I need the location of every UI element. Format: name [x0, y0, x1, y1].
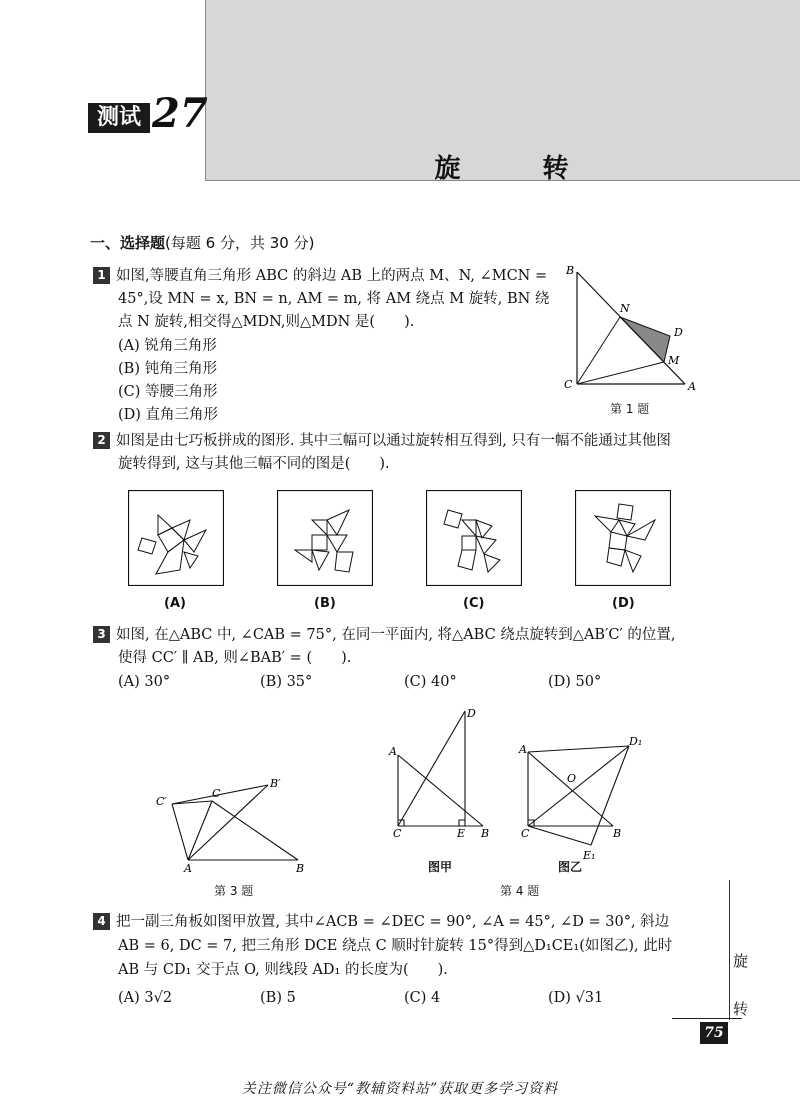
q3-line-1 — [93, 625, 676, 645]
q1-label-b: B — [566, 264, 575, 277]
footer-note: 关注微信公众号“教辅资料站”获取更多学习资料 — [241, 1081, 559, 1097]
q1-label-n: N — [620, 302, 630, 315]
q4-option-c: (C) 4 — [404, 990, 441, 1006]
q1-label-m: M — [668, 354, 680, 367]
q4b-label-b: B — [613, 827, 622, 840]
q1-option-c: (C) 等腰三角形 — [118, 384, 218, 400]
q3-line-2: 使得 CC′ ∥ AB, 则∠BAB′ = ( ). — [118, 650, 352, 666]
section-title: 一、选择题 — [90, 234, 166, 252]
q3-text-1: 如图, 在△ABC 中, ∠CAB = 75°, 在同一平面内, 将△ABC 绕点旋转到△AB′C′ 的位置, — [116, 627, 676, 643]
q4b-label-a: A — [519, 743, 527, 756]
section-heading — [90, 232, 314, 253]
q1-option-d: (D) 直角三角形 — [118, 407, 219, 423]
q4b-label-e1: E₁ — [583, 849, 596, 862]
q4-figure-a — [385, 705, 495, 845]
q2-line-1 — [93, 431, 671, 451]
section-note: (每题 6 分，共 30 分) — [165, 234, 315, 252]
q1-line-3: 点 N 旋转,相交得△MDN,则△MDN 是( ). — [118, 314, 415, 330]
q4b-label-d1: D₁ — [629, 735, 643, 748]
q3-option-a: (A) 30° — [118, 674, 171, 690]
q4-figure-caption: 第 4 题 — [500, 884, 540, 898]
side-tab-rule — [729, 880, 730, 1020]
q3-figure — [150, 775, 320, 875]
q2-number: 2 — [93, 432, 110, 449]
q3-option-b: (B) 35° — [260, 674, 313, 690]
q4-text-1: 把一副三角板如图甲放置, 其中∠ACB = ∠DEC = 90°, ∠A = 45°, ∠D = 30°, 斜边 — [116, 914, 670, 930]
test-number: 27 — [152, 90, 208, 137]
q4-line-1 — [93, 912, 669, 932]
title-char-1: 旋 — [434, 154, 463, 184]
q2-choice-c: (C) — [463, 596, 485, 611]
q1-option-b: (B) 钝角三角形 — [118, 361, 218, 377]
q1-label-d: D — [674, 326, 683, 339]
q3-label-c-prime: C′ — [156, 795, 167, 808]
q1-line-2: 45°,设 MN = x, BN = n, AM = m, 将 AM 绕点 M 旋转, BN 绕 — [118, 291, 550, 307]
q2-choice-b: (B) — [314, 596, 336, 611]
test-badge: 测试 — [88, 103, 150, 133]
side-char-2: 转 — [733, 1000, 749, 1018]
q4-line-3: AB 与 CD₁ 交于点 O, 则线段 AD₁ 的长度为( ). — [118, 962, 448, 978]
q1-label-c: C — [564, 378, 573, 391]
q1-figure-caption: 第 1 题 — [610, 402, 650, 416]
q4a-label-d: D — [467, 707, 476, 720]
q2-choice-a: (A) — [164, 596, 186, 611]
q4b-label-o: O — [567, 772, 577, 785]
q1-label-a: A — [688, 380, 696, 392]
q3-number: 3 — [93, 626, 110, 643]
q3-label-b-prime: B′ — [270, 777, 281, 790]
q1-figure — [560, 262, 705, 392]
q4-figure-a-caption: 图甲 — [428, 860, 453, 874]
q1-number: 1 — [93, 267, 110, 284]
q4-figure-b-caption: 图乙 — [558, 860, 583, 874]
q3-figure-caption: 第 3 题 — [214, 884, 254, 898]
q4-figure-b — [515, 735, 645, 865]
q4-option-d: (D) √31 — [548, 990, 604, 1006]
title-char-2: 转 — [542, 154, 571, 184]
q2-figure-a — [128, 490, 224, 586]
q2-figure-b — [277, 490, 373, 586]
q2-figure-d — [575, 490, 671, 586]
chapter-title — [205, 148, 800, 185]
q2-choice-d: (D) — [612, 596, 635, 611]
q4a-label-c: C — [393, 827, 402, 840]
q1-option-a: (A) 锐角三角形 — [118, 338, 217, 354]
side-char-1: 旋 — [733, 952, 749, 970]
q2-line-2: 旋转得到, 这与其他三幅不同的图是( ). — [118, 456, 390, 472]
q4-number: 4 — [93, 913, 110, 930]
page-number: 75 — [700, 1022, 728, 1044]
q1-text-1: 如图,等腰直角三角形 ABC 的斜边 AB 上的两点 M、N, ∠MCN = — [116, 268, 548, 284]
q2-text-1: 如图是由七巧板拼成的图形. 其中三幅可以通过旋转相互得到, 只有一幅不能通过其他图 — [116, 433, 671, 449]
page-number-rule — [672, 1018, 742, 1019]
q4a-label-b: B — [481, 827, 490, 840]
q3-option-d: (D) 50° — [548, 674, 602, 690]
q4a-label-e: E — [457, 827, 466, 840]
q3-option-c: (C) 40° — [404, 674, 457, 690]
q4-option-a: (A) 3√2 — [118, 990, 173, 1006]
q3-label-b: B — [296, 862, 305, 875]
q4-line-2: AB = 6, DC = 7, 把三角形 DCE 绕点 C 顺时针旋转 15°得到△D₁CE₁(如图乙), 此时 — [118, 938, 673, 954]
q4-option-b: (B) 5 — [260, 990, 296, 1006]
q3-label-a: A — [184, 862, 192, 875]
q1-line-1 — [93, 266, 547, 286]
q2-figure-c — [426, 490, 522, 586]
q3-label-c: C — [212, 787, 221, 800]
q4b-label-c: C — [521, 827, 530, 840]
q4a-label-a: A — [389, 745, 397, 758]
